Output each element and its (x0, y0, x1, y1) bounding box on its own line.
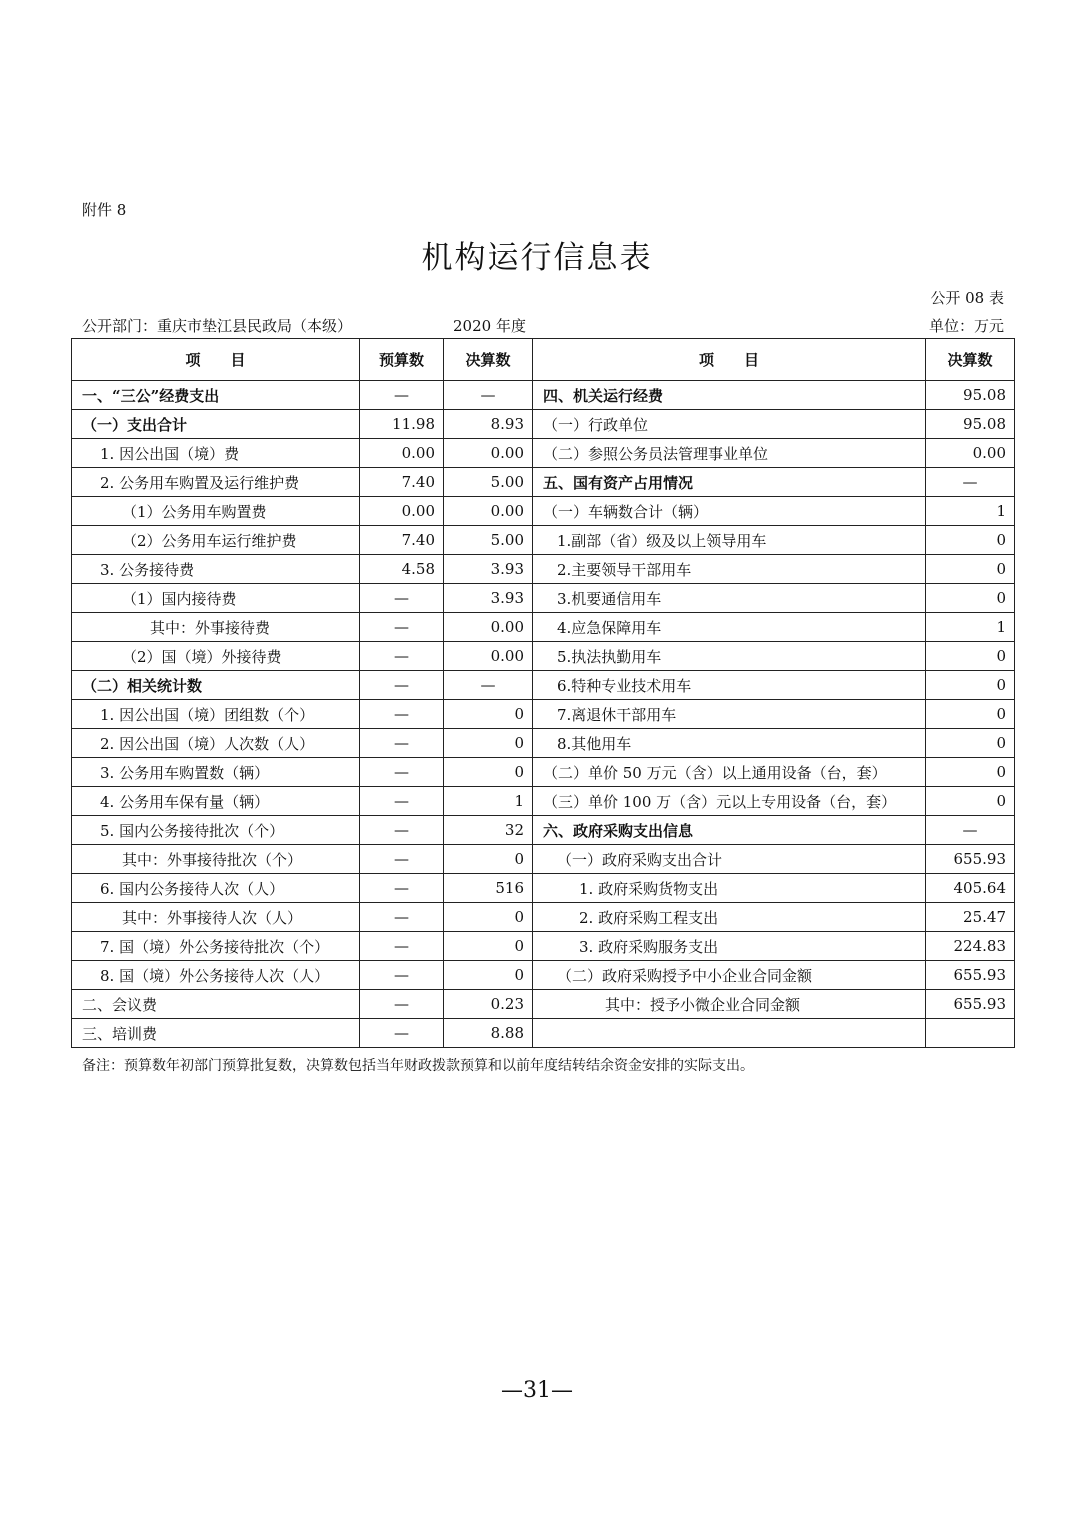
table-row (72, 961, 1015, 990)
table-row (72, 816, 1015, 845)
final-cell: 0.00 (444, 497, 533, 526)
left-item-cell: 2. 因公出国（境）人次数（人） (72, 729, 360, 758)
right-final-cell: 0 (926, 787, 1015, 816)
right-item-cell: 四、机关运行经费 (533, 381, 926, 410)
right-final-cell: 0 (926, 671, 1015, 700)
form-number: 公开 08 表 (930, 289, 1004, 307)
table-row (72, 642, 1015, 671)
info-table (71, 338, 1015, 1048)
final-cell: 8.88 (444, 1019, 533, 1048)
left-item-cell: 6. 国内公务接待人次（人） (72, 874, 360, 903)
right-item-cell: 五、国有资产占用情况 (533, 468, 926, 497)
left-item-cell: 其中：外事接待费 (72, 613, 360, 642)
left-item-cell: 其中：外事接待人次（人） (72, 903, 360, 932)
right-item-cell: （二）参照公务员法管理事业单位 (533, 439, 926, 468)
budget-cell: 0.00 (360, 497, 444, 526)
left-item-cell: 8. 国（境）外公务接待人次（人） (72, 961, 360, 990)
left-item-cell: 二、会议费 (72, 990, 360, 1019)
year-label: 2020 年度 (453, 317, 526, 335)
final-cell: 0 (444, 932, 533, 961)
final-cell: 3.93 (444, 555, 533, 584)
budget-cell: — (360, 729, 444, 758)
budget-cell: — (360, 787, 444, 816)
final-cell: 0 (444, 758, 533, 787)
final-cell: 1 (444, 787, 533, 816)
right-final-cell: 1 (926, 613, 1015, 642)
budget-cell: — (360, 816, 444, 845)
page-title: 机构运行信息表 (421, 240, 653, 276)
budget-cell: — (360, 1019, 444, 1048)
footnote: 备注：预算数年初部门预算批复数，决算数包括当年财政拨款预算和以前年度结转结余资金安排的实际支出。 (82, 1058, 754, 1074)
left-item-cell: （2）公务用车运行维护费 (72, 526, 360, 555)
right-item-cell: （一）车辆数合计（辆） (533, 497, 926, 526)
final-cell: 5.00 (444, 468, 533, 497)
right-item-cell: 3.机要通信用车 (533, 584, 926, 613)
final-cell: 0.00 (444, 642, 533, 671)
final-cell: 0 (444, 903, 533, 932)
right-final-cell: 0 (926, 526, 1015, 555)
final-cell: 0 (444, 845, 533, 874)
final-cell: — (444, 671, 533, 700)
header-item-left: 项 目 (72, 339, 360, 381)
table-row (72, 874, 1015, 903)
table-row (72, 903, 1015, 932)
budget-cell: — (360, 932, 444, 961)
budget-cell: — (360, 845, 444, 874)
right-item-cell: 1. 政府采购货物支出 (533, 874, 926, 903)
final-cell: 8.93 (444, 410, 533, 439)
table-row (72, 700, 1015, 729)
budget-cell: — (360, 700, 444, 729)
right-final-cell: 0 (926, 642, 1015, 671)
right-final-cell: 0.00 (926, 439, 1015, 468)
unit-label: 单位：万元 (928, 317, 1004, 335)
left-item-cell: 2. 公务用车购置及运行维护费 (72, 468, 360, 497)
right-item-cell: （一）行政单位 (533, 410, 926, 439)
final-cell: 32 (444, 816, 533, 845)
right-item-cell: 3. 政府采购服务支出 (533, 932, 926, 961)
table-row (72, 758, 1015, 787)
table-row (72, 990, 1015, 1019)
department-label: 公开部门：重庆市垫江县民政局（本级） (82, 317, 353, 335)
left-item-cell: 一、“三公”经费支出 (72, 381, 360, 410)
table-row (72, 497, 1015, 526)
right-item-cell: 7.离退休干部用车 (533, 700, 926, 729)
page-number: —31— (501, 1378, 573, 1403)
header-final-right: 决算数 (926, 339, 1015, 381)
final-cell: 0.23 (444, 990, 533, 1019)
right-final-cell: 0 (926, 584, 1015, 613)
right-item-cell (533, 1019, 926, 1048)
right-item-cell: 2.主要领导干部用车 (533, 555, 926, 584)
right-final-cell: 0 (926, 700, 1015, 729)
left-item-cell: 5. 国内公务接待批次（个） (72, 816, 360, 845)
table-row (72, 845, 1015, 874)
left-item-cell: （1）国内接待费 (72, 584, 360, 613)
header-budget: 预算数 (360, 339, 444, 381)
left-item-cell: 1. 因公出国（境）费 (72, 439, 360, 468)
right-final-cell: 0 (926, 758, 1015, 787)
budget-cell: — (360, 961, 444, 990)
right-item-cell: 8.其他用车 (533, 729, 926, 758)
left-item-cell: （一）支出合计 (72, 410, 360, 439)
final-cell: — (444, 381, 533, 410)
right-final-cell: — (926, 468, 1015, 497)
table-row (72, 381, 1015, 410)
left-item-cell: 其中：外事接待批次（个） (72, 845, 360, 874)
budget-cell: — (360, 990, 444, 1019)
right-item-cell: 4.应急保障用车 (533, 613, 926, 642)
left-item-cell: （二）相关统计数 (72, 671, 360, 700)
final-cell: 0 (444, 961, 533, 990)
right-final-cell: 405.64 (926, 874, 1015, 903)
left-item-cell: （1）公务用车购置费 (72, 497, 360, 526)
final-cell: 5.00 (444, 526, 533, 555)
right-item-cell: （一）政府采购支出合计 (533, 845, 926, 874)
right-final-cell: 95.08 (926, 381, 1015, 410)
table-row (72, 613, 1015, 642)
right-item-cell: 6.特种专业技术用车 (533, 671, 926, 700)
budget-cell: — (360, 758, 444, 787)
table-row (72, 410, 1015, 439)
right-final-cell: 1 (926, 497, 1015, 526)
attachment-label: 附件 8 (82, 201, 127, 219)
table-row (72, 526, 1015, 555)
budget-cell: — (360, 874, 444, 903)
table-row (72, 932, 1015, 961)
budget-cell: 11.98 (360, 410, 444, 439)
final-cell: 0 (444, 729, 533, 758)
right-item-cell: 其中：授予小微企业合同金额 (533, 990, 926, 1019)
right-item-cell: （二）政府采购授予中小企业合同金额 (533, 961, 926, 990)
left-item-cell: 3. 公务接待费 (72, 555, 360, 584)
budget-cell: 7.40 (360, 526, 444, 555)
budget-cell: — (360, 903, 444, 932)
budget-cell: — (360, 642, 444, 671)
budget-cell: 7.40 (360, 468, 444, 497)
left-item-cell: 4. 公务用车保有量（辆） (72, 787, 360, 816)
table-row (72, 584, 1015, 613)
right-item-cell: （三）单价 100 万（含）元以上专用设备（台，套） (533, 787, 926, 816)
budget-cell: — (360, 613, 444, 642)
right-final-cell (926, 1019, 1015, 1048)
header-final-left: 决算数 (444, 339, 533, 381)
table-row (72, 439, 1015, 468)
left-item-cell: 3. 公务用车购置数（辆） (72, 758, 360, 787)
right-item-cell: 六、政府采购支出信息 (533, 816, 926, 845)
table-header-row (72, 339, 1015, 381)
right-final-cell: — (926, 816, 1015, 845)
right-item-cell: 2. 政府采购工程支出 (533, 903, 926, 932)
final-cell: 0.00 (444, 613, 533, 642)
final-cell: 0.00 (444, 439, 533, 468)
budget-cell: — (360, 381, 444, 410)
table-row (72, 787, 1015, 816)
right-final-cell: 655.93 (926, 845, 1015, 874)
right-final-cell: 0 (926, 729, 1015, 758)
right-final-cell: 95.08 (926, 410, 1015, 439)
right-item-cell: 5.执法执勤用车 (533, 642, 926, 671)
header-item-right: 项 目 (533, 339, 926, 381)
final-cell: 0 (444, 700, 533, 729)
budget-cell: 4.58 (360, 555, 444, 584)
table-row (72, 729, 1015, 758)
left-item-cell: 1. 因公出国（境）团组数（个） (72, 700, 360, 729)
table-body (72, 381, 1015, 1048)
left-item-cell: 三、培训费 (72, 1019, 360, 1048)
budget-cell: — (360, 671, 444, 700)
right-final-cell: 655.93 (926, 990, 1015, 1019)
right-final-cell: 655.93 (926, 961, 1015, 990)
table-row (72, 671, 1015, 700)
left-item-cell: （2）国（境）外接待费 (72, 642, 360, 671)
right-item-cell: 1.副部（省）级及以上领导用车 (533, 526, 926, 555)
right-final-cell: 224.83 (926, 932, 1015, 961)
table-row (72, 1019, 1015, 1048)
left-item-cell: 7. 国（境）外公务接待批次（个） (72, 932, 360, 961)
table-row (72, 468, 1015, 497)
budget-cell: 0.00 (360, 439, 444, 468)
right-final-cell: 0 (926, 555, 1015, 584)
budget-cell: — (360, 584, 444, 613)
final-cell: 516 (444, 874, 533, 903)
right-item-cell: （二）单价 50 万元（含）以上通用设备（台，套） (533, 758, 926, 787)
table-row (72, 555, 1015, 584)
final-cell: 3.93 (444, 584, 533, 613)
right-final-cell: 25.47 (926, 903, 1015, 932)
